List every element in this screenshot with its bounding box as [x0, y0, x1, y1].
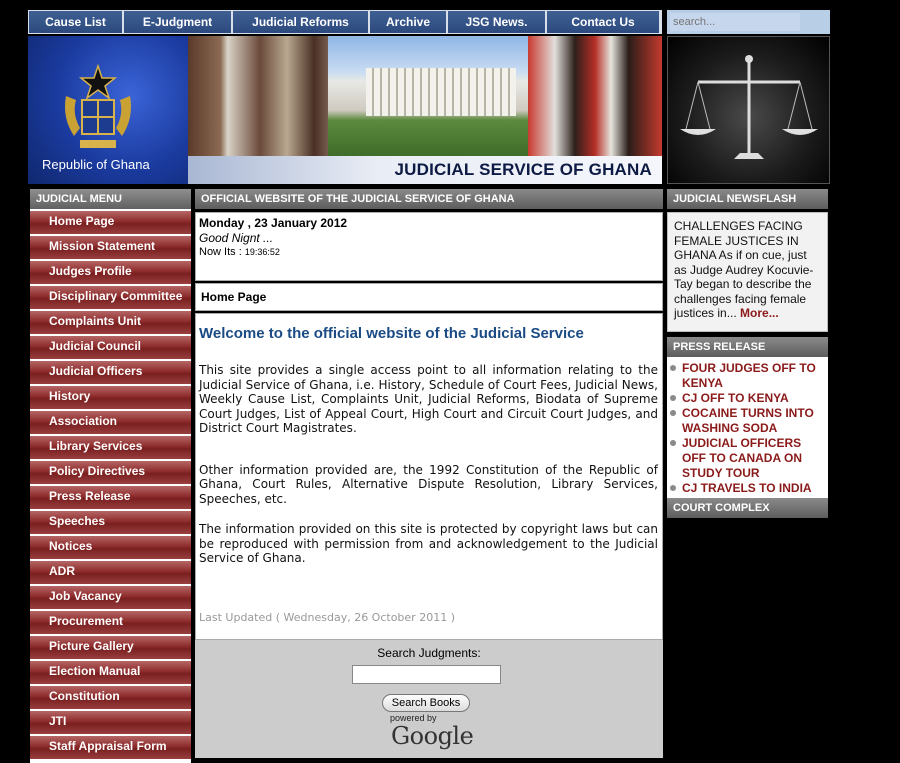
nav-jsg-news[interactable]: JSG News. [448, 11, 547, 33]
bullet-icon [670, 485, 676, 491]
google-logo: Google [391, 722, 474, 750]
scales-of-justice-icon [668, 37, 831, 185]
newsflash-more-link[interactable]: More... [740, 306, 779, 320]
press-release-item[interactable] [667, 436, 828, 481]
current-time: 19:36:52 [244, 247, 280, 257]
menu-item[interactable] [30, 309, 191, 334]
press-release-link[interactable]: CJ TRAVELS TO INDIA [682, 481, 812, 495]
menu-item-label: History [49, 389, 91, 403]
menu-item-label: Staff Appraisal Form [49, 739, 167, 753]
press-release-item[interactable] [667, 481, 828, 496]
menu-item[interactable] [30, 359, 191, 384]
newsflash-text: CHALLENGES FACING FEMALE JUSTICES IN GHANA As if on cue, just as Judge Audrey Kocuvie-Tay began to describe the challenges facing female justices in... [674, 219, 814, 320]
article-paragraph-1: This site provides a single access point to all information relating to the Judicial Service of Ghana, i.e. History, Schedule of Court Fees, Judicial News, Weekly Cause List, Complaints Unit, Judicial Reforms, Biodata of Supreme Court Judges, List of Appeal Court, High Court and Circuit Court Judges, and District Court Magistrates. [199, 363, 658, 435]
press-release-link[interactable]: CJ OFF TO KENYA [682, 391, 789, 405]
nav-cause-list[interactable]: Cause List [29, 11, 124, 33]
bullet-icon [670, 440, 676, 446]
menu-item[interactable] [30, 209, 191, 234]
menu-item-label: Constitution [49, 689, 120, 703]
site-title: JUDICIAL SERVICE OF GHANA [394, 160, 652, 179]
menu-item[interactable] [30, 259, 191, 284]
menu-item-label: Mission Statement [49, 239, 156, 253]
judgment-search-label: Search Judgments: [377, 646, 481, 660]
menu-item[interactable] [30, 384, 191, 409]
menu-item[interactable] [30, 434, 191, 459]
last-updated: Last Updated ( Wednesday, 26 October 2011 ) [199, 610, 455, 624]
bullet-icon [670, 410, 676, 416]
right-sidebar [667, 189, 828, 518]
bullet-icon [670, 365, 676, 371]
menu-item[interactable] [30, 584, 191, 609]
menu-item-label: Job Vacancy [49, 589, 122, 603]
menu-item-label: ADR [49, 564, 75, 578]
court-complex-title: COURT COMPLEX [667, 498, 828, 518]
article-paragraph-2: Other information provided are, the 1992 Constitution of the Republic of Ghana, Court Rules, Alternative Dispute Resolution, Library Services, Speeches, etc. [199, 462, 658, 506]
republic-label: Republic of Ghana [42, 157, 150, 172]
menu-item[interactable] [30, 534, 191, 559]
judgment-search-input[interactable] [352, 665, 501, 684]
menu-item[interactable] [30, 609, 191, 634]
newsflash-title: JUDICIAL NEWSFLASH [667, 189, 828, 209]
menu-item-label: Policy Directives [49, 464, 146, 478]
nav-judicial-reforms[interactable]: Judicial Reforms [233, 11, 370, 33]
menu-item[interactable] [30, 234, 191, 259]
press-release-item[interactable] [667, 361, 828, 391]
main-content [195, 189, 663, 758]
menu-item-label: Judicial Council [49, 339, 142, 353]
menu-item-label: Complaints Unit [49, 314, 141, 328]
press-release-item[interactable] [667, 406, 828, 436]
search-books-button[interactable]: Search Books [382, 694, 470, 712]
menu-item-label: Judicial Officers [49, 364, 143, 378]
nav-archive[interactable]: Archive [370, 11, 448, 33]
menu-item[interactable] [30, 734, 191, 759]
menu-item-label: Home Page [49, 214, 115, 228]
judicial-menu-title: JUDICIAL MENU [30, 189, 191, 209]
banner-title-strip [188, 156, 662, 184]
article [195, 313, 663, 640]
judicial-menu [30, 189, 191, 763]
greeting: Good Nignt ... [199, 231, 274, 245]
menu-item[interactable] [30, 509, 191, 534]
date-box [195, 212, 663, 281]
press-release-link[interactable]: JUDICIAL OFFICERS OFF TO CANADA ON STUDY TOUR [682, 436, 802, 480]
menu-item[interactable] [30, 659, 191, 684]
menu-item-label: Press Release [49, 489, 131, 503]
menu-item-label: Disciplinary Committee [49, 289, 183, 303]
menu-item[interactable] [30, 459, 191, 484]
menu-item[interactable] [30, 284, 191, 309]
menu-item-label: Procurement [49, 614, 124, 628]
menu-item-label: Speeches [49, 514, 106, 528]
menu-item-label: Notices [49, 539, 93, 553]
menu-item-label: Association [49, 414, 118, 428]
menu-item[interactable] [30, 559, 191, 584]
press-release-list [667, 357, 828, 498]
press-release-item[interactable] [667, 391, 828, 406]
scales-panel [667, 36, 830, 184]
main-title: OFFICIAL WEBSITE OF THE JUDICIAL SERVICE OF GHANA [195, 189, 663, 209]
article-paragraph-3: The information provided on this site is protected by copyright laws but can be reproduced with permission from and acknowledgement to the Judicial Service of Ghana. [199, 522, 658, 565]
site-search [667, 10, 830, 34]
nav-contact-us[interactable]: Contact Us [547, 11, 661, 33]
judgment-search [195, 640, 663, 758]
menu-item-label: Library Services [49, 439, 143, 453]
menu-item-label: Judges Profile [49, 264, 132, 278]
menu-item-label: JTI [49, 714, 67, 728]
newsflash-box [667, 212, 828, 332]
time-label: Now Its : [199, 246, 242, 258]
banner-judges-image [528, 36, 662, 156]
press-release-link[interactable]: FOUR JUDGES OFF TO KENYA [682, 361, 816, 390]
press-release-link[interactable]: COCAINE TURNS INTO WASHING SODA [682, 406, 814, 435]
menu-item[interactable] [30, 484, 191, 509]
site-banner [28, 36, 662, 184]
current-date: Monday , 23 January 2012 [199, 216, 348, 230]
current-time-row [199, 246, 659, 258]
coat-of-arms-icon [48, 58, 148, 158]
judicial-menu-list [30, 209, 191, 759]
powered-by-label: powered by [390, 713, 437, 723]
nav-e-judgment[interactable]: E-Judgment [124, 11, 233, 33]
article-heading: Welcome to the official website of the Judicial Service [199, 325, 584, 342]
menu-item-label: Election Manual [49, 664, 141, 678]
menu-item[interactable] [30, 634, 191, 659]
menu-item[interactable] [30, 684, 191, 709]
bullet-icon [670, 395, 676, 401]
site-search-input[interactable] [670, 13, 800, 31]
breadcrumb: Home Page [195, 283, 663, 311]
banner-court-image [328, 36, 538, 156]
menu-item[interactable] [30, 334, 191, 359]
menu-item[interactable] [30, 409, 191, 434]
press-release-title: PRESS RELEASE [667, 337, 828, 357]
top-navigation [28, 10, 662, 34]
menu-item[interactable] [30, 709, 191, 734]
menu-item-label: Picture Gallery [49, 639, 134, 653]
